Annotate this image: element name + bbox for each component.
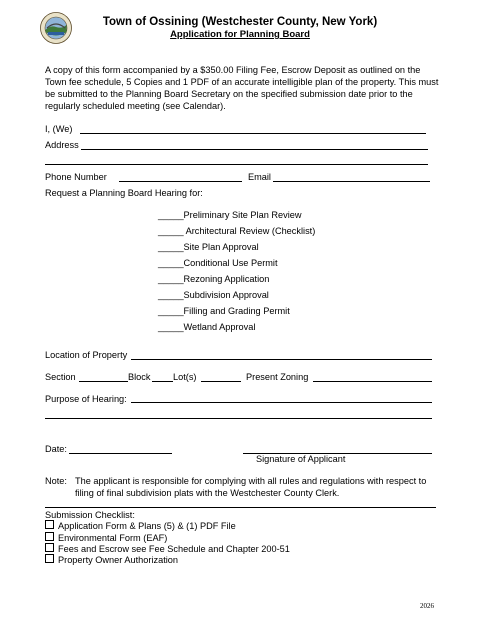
option-wetland-approval[interactable]: _____Wetland Approval [158, 322, 256, 332]
checklist-item-owner-authorization[interactable]: Property Owner Authorization [45, 554, 178, 566]
option-subdivision-approval[interactable]: _____Subdivision Approval [158, 290, 269, 300]
request-label: Request a Planning Board Hearing for: [45, 188, 203, 198]
block-field[interactable] [152, 381, 173, 382]
checkbox-icon[interactable] [45, 532, 54, 541]
checklist-item-application[interactable]: Application Form & Plans (5) & (1) PDF File [45, 520, 236, 532]
section-field[interactable] [79, 381, 128, 382]
page-title: Town of Ossining (Westchester County, New York) [102, 16, 378, 28]
checkbox-icon[interactable] [45, 543, 54, 552]
option-architectural-review[interactable]: _____ Architectural Review (Checklist) [158, 226, 316, 236]
address-label: Address [45, 140, 79, 150]
checklist-item-environmental[interactable]: Environmental Form (EAF) [45, 532, 167, 544]
option-conditional-use-permit[interactable]: _____Conditional Use Permit [158, 258, 278, 268]
instructions-paragraph: A copy of this form accompanied by a $350.00 Filing Fee, Escrow Deposit as outlined on the Town fee schedule, 5 Copies and 1 PDF of an accurate intelligible plan of the property. This must be submitted to the Planning Board Secretary on the specified submission date prior to the regularly scheduled meeting (see Calendar). [45, 65, 439, 111]
note-line-1: The applicant is responsible for complying with all rules and regulations with respect to [75, 476, 427, 486]
signature-label: Signature of Applicant [256, 454, 346, 464]
section-divider [45, 507, 436, 508]
location-field[interactable] [131, 359, 432, 360]
email-field[interactable] [273, 181, 430, 182]
address-field-line2[interactable] [45, 164, 428, 165]
option-site-plan-approval[interactable]: _____Site Plan Approval [158, 242, 259, 252]
phone-label: Phone Number [45, 172, 107, 182]
lots-label: Lot(s) [173, 372, 197, 382]
checkbox-icon[interactable] [45, 520, 54, 529]
lots-field[interactable] [201, 381, 241, 382]
purpose-field-line2[interactable] [45, 418, 432, 419]
checkbox-icon[interactable] [45, 554, 54, 563]
zoning-field[interactable] [313, 381, 432, 382]
email-label: Email [248, 172, 271, 182]
location-label: Location of Property [45, 350, 128, 360]
checklist-title: Submission Checklist: [45, 510, 135, 520]
purpose-field[interactable] [131, 402, 432, 403]
date-label: Date: [45, 444, 67, 454]
applicant-field[interactable] [80, 133, 426, 134]
block-label: Block [128, 372, 151, 382]
applicant-label: I, (We) [45, 124, 73, 134]
purpose-label: Purpose of Hearing: [45, 394, 127, 404]
address-field[interactable] [81, 149, 428, 150]
note-line-2: filing of final subdivision plats with the Westchester County Clerk. [75, 488, 340, 498]
page-subtitle: Application for Planning Board [170, 29, 310, 40]
option-rezoning-application[interactable]: _____Rezoning Application [158, 274, 270, 284]
option-preliminary-site-plan[interactable]: _____Preliminary Site Plan Review [158, 210, 302, 220]
form-year: 2026 [420, 602, 434, 610]
checklist-item-fees[interactable]: Fees and Escrow see Fee Schedule and Chapter 200-51 [45, 543, 290, 555]
phone-field[interactable] [119, 181, 242, 182]
note-label: Note: [45, 476, 67, 486]
zoning-label: Present Zoning [246, 372, 309, 382]
option-filling-grading-permit[interactable]: _____Filling and Grading Permit [158, 306, 290, 316]
section-label: Section [45, 372, 76, 382]
date-field[interactable] [69, 453, 172, 454]
